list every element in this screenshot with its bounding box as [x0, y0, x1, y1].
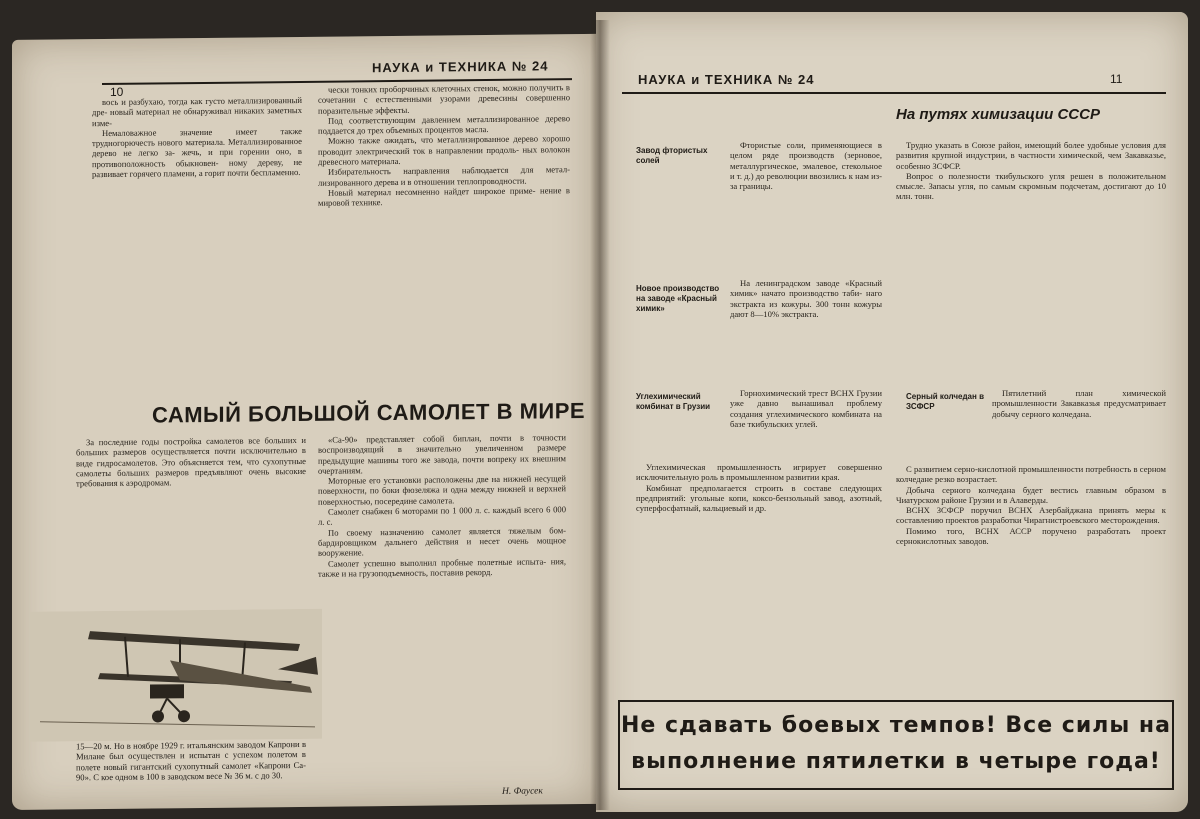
- right-column-2-top: [896, 140, 1166, 202]
- slogan-line-2: выполнение пятилетки в четыре года!: [631, 749, 1161, 774]
- right-column-1-sub: [730, 388, 882, 429]
- paragraph: «Са-90» представляет собой биплан, почти в точности воспроизводящий в значительно увеличенном размере предыдущие машины того же завода, почти вопреку их внешним очертаниям.: [318, 432, 566, 476]
- paragraph: Новый материал несомненно найдет широкое приме- нение в мировой технике.: [318, 185, 570, 209]
- subheading: Серный колчедан в ЗСФСР: [906, 392, 984, 411]
- article-headline: САМЫЙ БОЛЬШОЙ САМОЛЕТ В МИРЕ: [152, 397, 586, 428]
- article-column-1: [76, 435, 306, 489]
- slogan-line-1: Не сдавать боевых темпов! Все силы на: [621, 713, 1171, 738]
- paragraph: Вопрос о полезности ткибульского угля решен в положительном смысле. Запасы угля, по самым скромным подсчетам, достигают до 10 млн. тонн.: [896, 170, 1166, 202]
- right-column-1-top: [730, 140, 882, 191]
- page-header-left: НАУКА и ТЕХНИКА № 24: [372, 58, 549, 76]
- paragraph: За последние годы постройка самолетов все больших и больших размеров осуществляется почти исключительно в виде гидросамолетов. Это объясняется тем, что сухопутные самолеты больших размеров предъявляют очень высокие требования к аэродромам.: [76, 434, 306, 489]
- paragraph: Пятилетний план химической промышленности Закавказья предусматривает добычу серного колчедана.: [992, 388, 1166, 419]
- subheading: Новое производство на заводе «Красный химик»: [636, 284, 720, 313]
- paragraph: Помимо того, ВСНХ АССР поручено разработать проект сернокислотных заводов.: [896, 525, 1166, 547]
- article-column-2: [318, 432, 566, 579]
- paragraph: Моторные его установки расположены две на нижней несущей поверхности, по боки фюзеляжа и одна между нижней и верхней поверхностью, посередине самолета.: [318, 473, 566, 507]
- left-page: [12, 34, 596, 810]
- paragraph: На ленинградском заводе «Красный химик» начато производство таби- наго экстракта из кожуры. 300 тонн кожуры дают 8—10% экстракта.: [730, 278, 882, 319]
- paragraph: Горнохимический трест ВСНХ Грузии уже давно вынашивал проблему создания углехимического комбината на базе ткибульских углей.: [730, 388, 882, 429]
- slogan-banner: [618, 700, 1174, 790]
- right-column-2-lower: [896, 464, 1166, 546]
- page-header-right: НАУКА и ТЕХНИКА № 24: [638, 72, 815, 87]
- paragraph: Немаловажное значение имеет также трудногорючесть нового материала. Металлизированное дерево не легко за- жечь, и при горении оно, в противоположность обыкновен- ному дереву, не развивает горячего пламени, а горит почти беспламенно.: [92, 125, 302, 180]
- right-column-1-lower: [636, 462, 882, 513]
- paragraph: Добыча серного колчедана будет вестись главным образом в Чиатурском районе Грузии и в Алаверды.: [896, 484, 1166, 505]
- paragraph: С развитием серно-кислотной промышленности потребность в серном колчедане резко возрастает.: [896, 464, 1166, 485]
- paragraph: Углехимическая промышленность игрирует совершенно исключительную роль в промышленном развитии края.: [636, 462, 882, 483]
- paragraph: Самолет снабжен 6 моторами по 1 000 л. с. каждый всего 6 000 л. с.: [318, 504, 566, 528]
- subheading: Завод фтористых солей: [636, 146, 708, 165]
- paragraph: Фтористые соли, применяющиеся в целом ряде производств (зерновое, металлургическое, эмалевое, стекольное и т. д.) до революции ввозились к нам из-за границы.: [730, 140, 882, 192]
- paragraph: чески тонких проборчиных клеточных стенок, можно получить в сочетании с естественными узорами древесины совершенно поразительные эффекты.: [318, 82, 570, 116]
- left-column-1: [92, 95, 302, 180]
- page-number-left: 10: [110, 84, 124, 99]
- page-gutter: [590, 20, 610, 810]
- paragraph: По своему назначению самолет является тяжелым бом- бардировщиком дальнего действия и несет очень мощное вооружение.: [318, 524, 566, 559]
- paragraph: Комбинат предполагается строить в составе следующих предприятий: угольные копи, коксо-бензольный завод, азотный, суперфосфатный, кальциевый и др.: [636, 482, 882, 514]
- paragraph: Можно также ожидать, что металлизированное дерево хорошо проводит электрический ток в направлении продоль- ных волокон древесного материала.: [318, 133, 570, 167]
- illustration-caption: 15—20 м. Но в ноябре 1929 г. итальянским заводом Капрони в Милане был осуществлен и испытан с успехом полетом в полете новый гигантский сухопутный самолет «Капрони Ca-90». С кое одном в 100 в заводском весе № 36 м. с до 30.: [76, 738, 306, 783]
- subheading: Углехимический комбинат в Грузии: [636, 392, 711, 411]
- page-number-right: 11: [1110, 72, 1123, 86]
- right-column-2-sub: [992, 388, 1166, 419]
- paragraph: вось и разбухаю, тогда как густо металлизированный дре- новый материал не обнаруживал никаких заметных изме-: [92, 94, 302, 128]
- header-rule-right: [622, 92, 1166, 94]
- paragraph: Трудно указать в Союзе район, имеющий более удобные условия для развития крупной индустрии, в частности химической, чем Закавказье, особенно ЗСФСР.: [896, 140, 1166, 171]
- section-title: На путях химизации СССР: [896, 106, 1100, 123]
- left-column-2: [318, 82, 570, 208]
- right-page: [596, 12, 1188, 812]
- biplane-illustration: [30, 609, 322, 742]
- paragraph: ВСНХ ЗСФСР поручил ВСНХ Азербайджана принять меры к составлению проектов разработки Чирагнистроевского месторождения.: [896, 505, 1166, 526]
- paragraph: Под соответствующим давлением металлизированное дерево поддается до трех объемных процентов масла.: [318, 113, 570, 136]
- article-author: Н. Фаусек: [502, 786, 543, 797]
- paragraph: Самолет успешно выполнил пробные полетные испыта- ния, также и на грузоподъемность, поставив рекорд.: [318, 555, 566, 579]
- right-column-1-mid: [730, 278, 882, 319]
- paragraph: Избирательность направления наблюдается для метал- лизированного дерева и в отношении теплопроводности.: [318, 164, 570, 188]
